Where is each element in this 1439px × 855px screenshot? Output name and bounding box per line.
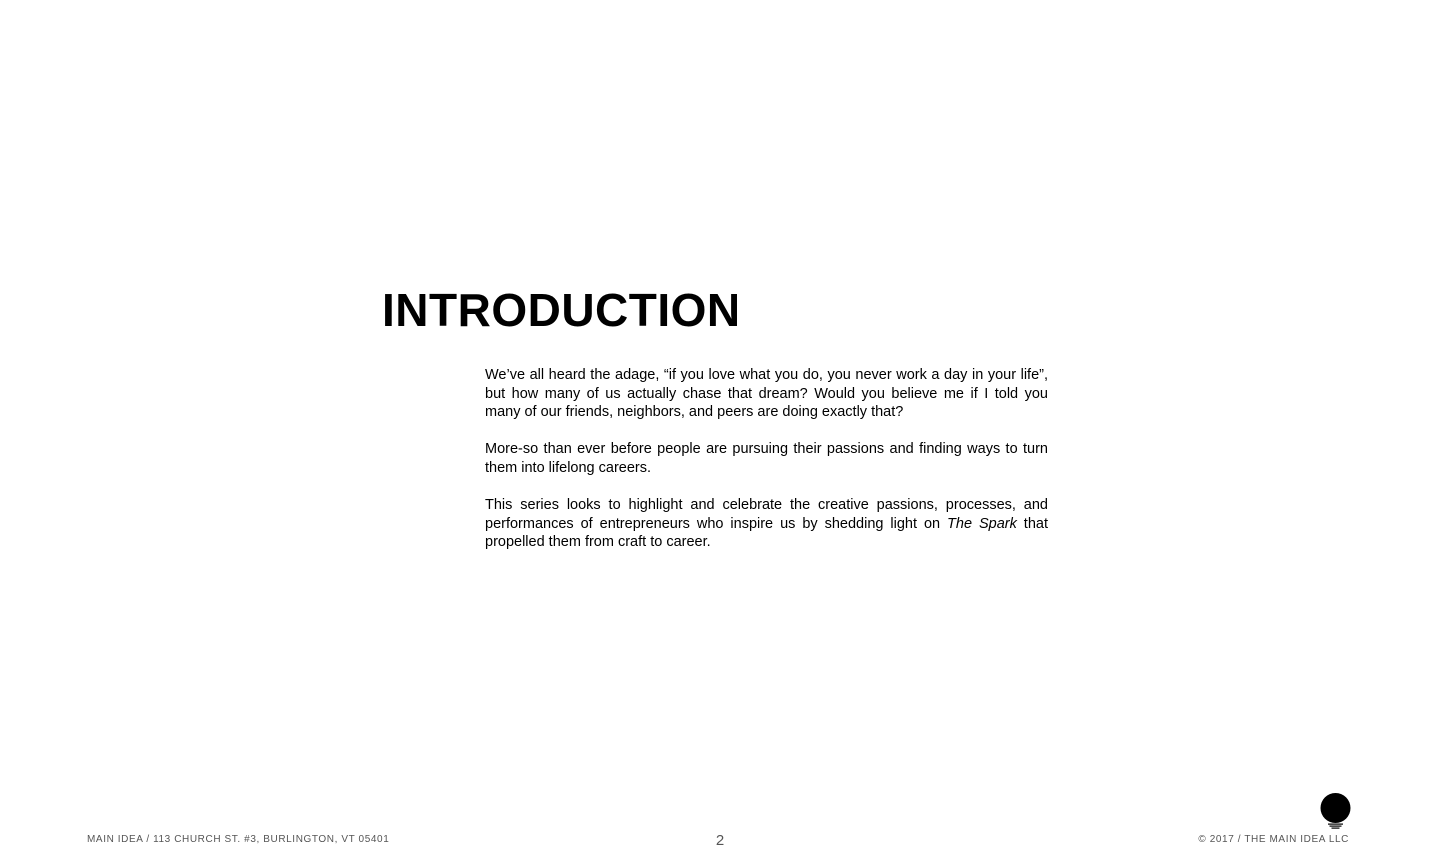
introduction-body bbox=[485, 366, 1048, 552]
footer-address: MAIN IDEA / 113 CHURCH ST. #3, BURLINGTON, VT 05401 bbox=[87, 834, 390, 845]
paragraph-3 bbox=[485, 496, 1048, 552]
paragraph-1: We’ve all heard the adage, “if you love what you do, you never work a day in your life”, but how many of us actually chase that dream? Would you believe me if I told you many of our friends, neighbors, and peers are doing exactly that? bbox=[485, 367, 1048, 421]
paragraph-3-text-end: that propelled them from craft to career. bbox=[485, 515, 1048, 551]
page-title: INTRODUCTION bbox=[382, 284, 741, 336]
lightbulb-logo-icon bbox=[1320, 793, 1351, 829]
the-spark-emphasis: The Spark bbox=[947, 515, 1017, 532]
footer-copyright: © 2017 / THE MAIN IDEA LLC bbox=[1198, 834, 1349, 845]
paragraph-2: More-so than ever before people are pursuing their passions and finding ways to turn them into lifelong careers. bbox=[485, 441, 1048, 476]
page-number: 2 bbox=[715, 832, 725, 849]
paragraph-3-text-start: This series looks to highlight and celebrate the creative passions, processes, and performances of entrepreneurs who inspire us by shedding light on bbox=[485, 497, 1048, 532]
